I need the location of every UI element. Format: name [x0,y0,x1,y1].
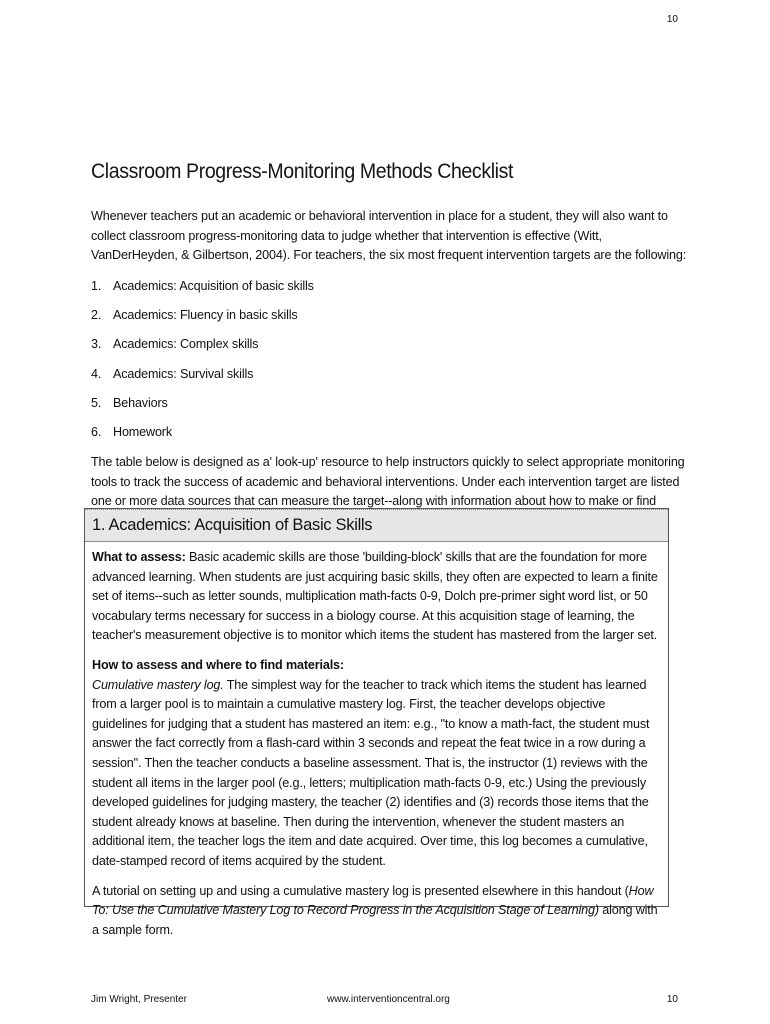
section-body [85,542,668,940]
what-to-assess-text: Basic academic skills are those 'building-block' skills that are the foundation for more advanced learning. When students are just acquiring basic skills, they often are expected to learn a finite set of items--such as letter sounds, multiplication math-facts 0-9, Dolch pre-primer sight word list, or 50 vocabulary terms necessary for success in a biology course. At this acquisition stage of learning, the teacher's measurement objective is to monitor which items the student has mastered from the larger set. [92,550,658,643]
list-item [91,423,314,452]
header-page-number: 10 [666,14,678,25]
table-intro-paragraph: The table below is designed as a' look-up' resource to help instructors quickly to select appropriate monitoring tools to track the success of academic and behavioral interventions. Under each intervention target are listed one or more data sources that can measure the target--along with information about how to make or find [91,455,685,509]
list-item-label: Academics: Acquisition of basic skills [113,279,314,293]
intervention-target-list [91,277,314,452]
tutorial-text-before: A tutorial on setting up and using a cumulative mastery log is presented elsewhere in this handout ( [92,883,629,898]
footer-presenter: Jim Wright, Presenter [91,994,187,1005]
list-item-label: Academics: Survival skills [113,366,254,381]
list-item-label: Academics: Complex skills [113,337,259,352]
how-to-assess-heading: How to assess and where to find materials: [92,657,344,672]
how-to-assess-paragraph [92,656,661,872]
what-to-assess-label: What to assess: [92,550,186,564]
footer-page-number: 10 [666,994,678,1005]
page-title: Classroom Progress-Monitoring Methods Checklist [91,160,514,183]
list-item-number: 1. [91,279,102,293]
what-to-assess-paragraph [92,548,661,646]
tutorial-reference: How To: Use the Cumulative Mastery Log to Record Progress in the Acquisition Stage of Learning) [92,883,654,918]
intro-paragraph: Whenever teachers put an academic or behavioral intervention in place for a student, they will also want to collect classroom progress-monitoring data to judge whether that intervention is effective (Witt, VanDerHeyden, & Gilbertson, 2004). For teachers, the six most frequent intervention targets are the following: [91,209,687,263]
tutorial-paragraph [92,882,661,941]
list-item-label: Behaviors [113,395,168,410]
list-item-number: 2. [91,308,102,323]
section-heading: 1. Academics: Acquisition of Basic Skills [85,509,668,542]
list-item [91,365,314,394]
list-item [91,277,314,306]
list-item-number: 3. [91,337,102,352]
list-item [91,335,314,364]
section-box [84,508,669,937]
method-description: The simplest way for the teacher to track which items the student has learned from a larger pool is to maintain a cumulative mastery log. First, the teacher develops objective guidelines for judging that a student has mastered an item: e.g., "to know a math-fact, the student must answer the fact correctly from a flash-card within 3 seconds and repeat the feat twice in a row during a session". Then the teacher conducts a baseline assessment. That is, the instructor (1) reviews with the student all items in the larger pool (e.g., letters; multiplication math-facts 0-9, etc.) Using the previously developed guidelines for judging mastery, the teacher (2) identifies and (3) records those items that the student already knows at baseline. Then during the intervention, whenever the student masters an additional item, the teacher logs the item and date acquired. Over time, this log becomes a cumulative, date-stamped record of items acquired by the student. [92,677,650,868]
method-name: Cumulative mastery log. [92,677,224,692]
list-item-number: 4. [91,366,102,381]
list-item [91,306,314,335]
list-item-label: Homework [113,424,172,439]
list-item [91,394,314,423]
list-item-label: Academics: Fluency in basic skills [113,308,298,323]
tutorial-text-after: along with a sample form. [92,903,658,937]
list-item-number: 5. [91,395,102,410]
footer-website: www.interventioncentral.org [327,994,450,1005]
list-item-number: 6. [91,424,102,439]
